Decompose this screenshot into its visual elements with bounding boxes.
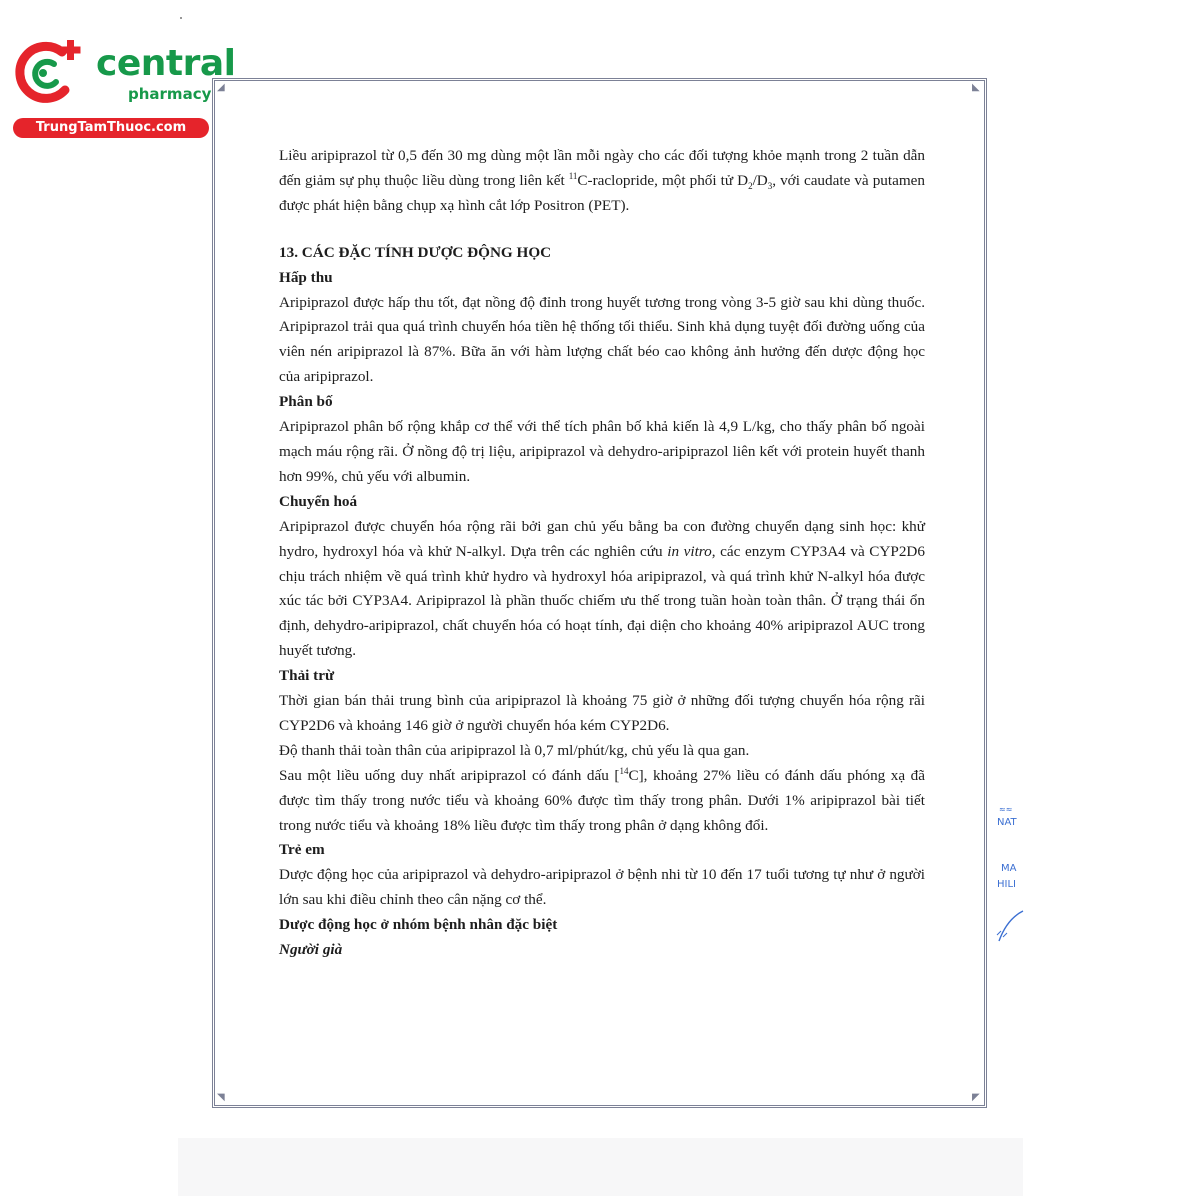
logo-wordmark: central: [96, 43, 236, 84]
scan-speck: [180, 17, 182, 19]
special-populations-heading: Dược động học ở nhóm bệnh nhân đặc biệt: [279, 916, 558, 934]
stamp-text-3: HILI: [997, 879, 1016, 890]
central-pharmacy-c-cross-icon: [10, 38, 88, 110]
scan-bottom-strip: [178, 1138, 1023, 1196]
metabolism-heading: Chuyển hoá: [279, 492, 358, 510]
children-paragraph: Dược động học của aripiprazol và dehydro-aripiprazol ở bệnh nhi từ 10 đến 17 tuổi tương tự như ở người lớn sau khi điều chỉnh theo cân nặng cơ thể.: [279, 866, 925, 909]
seal-stamp-fragment: [993, 805, 1033, 955]
elimination-paragraph-3: Sau một liều uống duy nhất aripiprazol có đánh dấu [$^{14}$C], khoảng 27% liều có đánh dấu phóng xạ đã được tìm thấy trong nước tiểu và khoảng 60% được tìm thấy trong phân. Dưới 1% aripiprazol bài tiết trong nước tiểu và khoảng 18% liều được tìm thấy trong phân ở dạng không đổi.: [279, 765, 925, 834]
elderly-heading: Người già: [279, 941, 343, 959]
children-heading: Trẻ em: [279, 841, 325, 859]
intro-paragraph: Liều aripiprazol từ 0,5 đến 30 mg dùng một lần mỗi ngày cho các đối tượng khỏe mạnh trong 2 tuần dẫn đến giảm sự phụ thuộc liều dùng trong liên kết $^{11}$C-raclopride, một phối tử $D_2/D_3$, với caudate và putamen được phát hiện bằng chụp xạ hình cắt lớp Positron (PET).: [279, 147, 925, 214]
frame-corner-ornament: ◢: [217, 82, 225, 93]
stamp-text-1: NAT: [997, 817, 1017, 828]
stamp-wave: ≈≈: [999, 805, 1013, 814]
frame-corner-ornament: ◥: [217, 1092, 225, 1103]
stamp-arc: [995, 905, 1025, 945]
document-body: [279, 144, 925, 963]
distribution-paragraph: Aripiprazol phân bố rộng khắp cơ thể với thể tích phân bố khả kiến là 4,9 L/kg, cho thấy phân bố ngoài mạch máu rộng rãi. Ở nồng độ trị liệu, aripiprazol và dehydro-aripiprazol liên kết với protein huyết thanh hơn 99%, chủ yếu với albumin.: [279, 418, 925, 485]
distribution-heading: Phân bố: [279, 393, 333, 411]
section-gap: [279, 219, 925, 241]
elimination-heading: Thải trừ: [279, 667, 335, 685]
frame-corner-ornament: ◤: [972, 1092, 980, 1103]
elimination-paragraph-2: Độ thanh thải toàn thân của aripiprazol là 0,7 ml/phút/kg, chủ yếu là qua gan.: [279, 741, 750, 759]
absorption-paragraph: Aripiprazol được hấp thu tốt, đạt nồng độ đỉnh trong huyết tương trong vòng 3-5 giờ sau khi dùng thuốc. Aripiprazol trải qua quá trình chuyển hóa tiền hệ thống tối thiểu. Sinh khả dụng tuyệt đối đường uống của viên nén aripiprazol là 87%. Bữa ăn với hàm lượng chất béo cao không ảnh hưởng đến dược động học của aripiprazol.: [279, 293, 925, 386]
metabolism-paragraph: Aripiprazol được chuyển hóa rộng rãi bởi gan chủ yếu bằng ba con đường chuyển dạng sinh học: khử hydro, hydroxyl hóa và khử N-alkyl. Dựa trên các nghiên cứu in vitro, các enzym CYP3A4 và CYP2D6 chịu trách nhiệm về quá trình khử hydro và hydroxyl hóa aripiprazol, và quá trình khử N-alkyl hóa được xúc tác bởi CYP3A4. Aripiprazol là phần thuốc chiếm ưu thế trong tuần hoàn toàn thân. Ở trạng thái ổn định, dehydro-aripiprazol, chất chuyển hóa có hoạt tính, đại diện cho khoảng 40% aripiprazol AUC trong huyết tương.: [279, 517, 925, 660]
section-title: 13. CÁC ĐẶC TÍNH DƯỢC ĐỘNG HỌC: [279, 243, 552, 261]
stamp-text-2: MA: [1001, 863, 1017, 874]
logo-subtitle: pharmacy: [128, 85, 212, 103]
elimination-paragraph-1: Thời gian bán thải trung bình của aripiprazol là khoảng 75 giờ ở những đối tượng chuyển hóa rộng rãi CYP2D6 và khoảng 146 giờ ở người chuyển hóa kém CYP2D6.: [279, 692, 925, 734]
frame-corner-ornament: ◣: [972, 82, 980, 93]
logo-url-badge: TrungTamThuoc.com: [13, 118, 209, 138]
absorption-heading: Hấp thu: [279, 268, 333, 286]
central-pharmacy-logo: [10, 38, 236, 138]
